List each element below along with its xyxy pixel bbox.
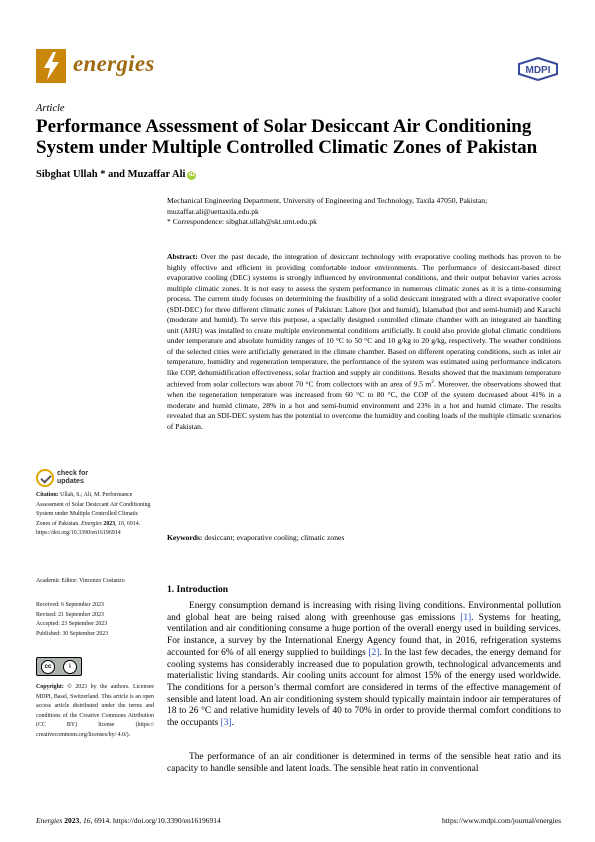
copyright-label: Copyright: (36, 684, 64, 690)
intro-paragraph-2: The performance of an air conditioner is determined in terms of the sensible heat ratio and its capacity to handle sensible and latent loads. The sensible heat ratio in conventional (167, 752, 561, 774)
check-updates-line2: updates (57, 478, 84, 485)
check-updates-line1: check for (57, 470, 89, 477)
citation-journal: Energies (81, 520, 102, 527)
keywords-label: Keywords: (167, 533, 203, 542)
lightning-icon (36, 49, 66, 83)
citation-block: Citation: Ullah, S.; Ali, M. Performance Assessment of Solar Desiccant Air Conditioning System under Multiple Controlled Climatic Zones of Pakistan. Energies 2023, 16, 6914. https://doi.org/10.3390/en16196914 (36, 492, 151, 536)
intro-text-d: . (231, 718, 234, 729)
author-names: Sibghat Ullah * and Muzaffar Ali (36, 169, 186, 180)
paper-title: Performance Assessment of Solar Desiccant Air Conditioning System under Multiple Controlled Climatic Zones of Pakistan (36, 116, 538, 158)
footer-year: 2023 (64, 816, 80, 825)
journal-logo (36, 49, 66, 83)
abstract-label: Abstract: (167, 252, 198, 261)
citation-label: Citation: (36, 492, 59, 498)
citation-link-1[interactable]: [1] (460, 612, 472, 623)
intro-paragraph-1 (167, 601, 561, 730)
footer-journal-url[interactable]: https://www.mdpi.com/journal/energies (442, 816, 561, 825)
check-for-updates-badge[interactable] (36, 469, 126, 491)
citation-doi[interactable]: , 6914. https://doi.org/10.3390/en16196914 (36, 520, 141, 536)
correspondence: * Correspondence: sibghat.ullah@skt.umt.edu.pk (167, 217, 317, 226)
mdpi-logo-icon (517, 57, 559, 81)
abstract-superscript: 2 (431, 380, 434, 385)
intro-text-b: . Systems for heating, ventilation and air conditioning consume a huge portion of the overall energy used in building services. For instance, a survey by the International Energy Agency found that, in 2016, refrigeration systems accounted for 6% of all energy supplied to buildings (167, 612, 561, 658)
attribution-icon: i (63, 660, 77, 674)
publisher-logo[interactable] (517, 57, 559, 81)
intro-text-a: Energy consumption demand is increasing with rising living conditions. Environmental pollution and global heat are being raised along with greenhouse gas emissions (167, 601, 561, 623)
check-updates-text (57, 470, 88, 486)
keywords (167, 533, 561, 542)
journal-name[interactable]: energies (73, 51, 155, 76)
footer-journal: Energies (36, 816, 63, 825)
citation-link-3[interactable]: [3] (220, 718, 232, 729)
copyright-block (36, 683, 154, 740)
author-list (36, 169, 196, 180)
abstract (167, 252, 561, 432)
cc-by-license-badge[interactable] (36, 657, 82, 676)
copyright-text: © 2023 by the authors. Licensee MDPI, Basel, Switzerland. This article is an open access article distributed under the terms and conditions of the Creative Commons Attribution (CC BY) license (https:// creativecommons.org/licenses/by/ 4.0/). (36, 684, 154, 738)
checkmark-icon (36, 469, 54, 487)
date-accepted: Accepted: 23 September 2023 (36, 621, 108, 627)
citation-volume: 16 (118, 520, 125, 527)
footer-volume: 16 (83, 816, 91, 825)
intro-text-c: . In the last few decades, the energy demand for cooling systems has considerably increased due to population growth, technological advancements and materialistic living standards. Air cooling units account for almost 15% of the energy used worldwide. The conditions for a person’s thermal comfort are considered in terms of the effective management of sensible and latent load. An air conditioning system should typically maintain indoor air temperatures of 18 to 26 °C and relative humidity levels of 40 to 70% in order to provide thermal comfort conditions to the occupants (167, 647, 561, 729)
svg-text:MDPI: MDPI (525, 65, 551, 76)
affiliation: Mechanical Engineering Department, University of Engineering and Technology, Taxila 47050, Pakistan; muzaffar.ali@uettaxila.edu.pk (167, 196, 488, 216)
keywords-text: desiccant; evaporative cooling; climatic zones (204, 533, 345, 542)
abstract-text-1: Over the past decade, the integration of desiccant technology with evaporative cooling methods has proven to be highly effective and efficient in providing comfortable indoor environments. The performance of desiccant-based direct evaporative cooling (DEC) systems is strongly influenced by environmental conditions, and their output behavior varies across multiple climatic zones. It is not easy to assess the system performance in numerous climatic zones as it is a time-consuming process. The current study focuses on determining the feasibility of a solid desiccant integrated with a direct evaporative cooler (SDI-DEC) for three different climatic zones of Pakistan: Lahore (hot and humid), Islamabad (hot and semi-humid) and Karachi (moderate and humid). To serve this purpose, a specially designed controlled climate chamber with an integrated air handling unit (AHU) was installed to create multiple environmental conditions artificially. It could also provide global climatic conditions under temperature and absolute humidity ranges of 10 °C to 50 °C and 10 g/kg to 20 g/kg, respectively. The weather conditions of the selected cities were artificially generated in the climate chamber. Based on different operating conditions, such as inlet air temperature, humidity and regeneration temperature, the performance of the system was estimated using performance indicators like COP, dehumidification effectiveness, solar fraction and supply air conditions. Results showed that the maximum temperature achieved from solar collectors was about 70 °C from collectors with an area of 9.5 m (167, 252, 561, 389)
date-published: Published: 30 September 2023 (36, 630, 109, 637)
citation-link-2[interactable]: [2] (368, 647, 380, 658)
section-heading: 1. Introduction (167, 585, 229, 595)
footer-doi[interactable]: , 6914. https://doi.org/10.3390/en16196914 (90, 816, 221, 825)
cc-icon: cc (41, 660, 55, 674)
dates-block (36, 601, 154, 639)
abstract-text-2: . Moreover, the observations showed that when the regeneration temperature was increased from 60 °C to 80 °C, the COP of the system decreased about 41% in a moderate and humid climate, 28% in a hot and semi-humid environment and 23% in a hot and humid climate. The results revealed that an SDI-DEC system has the potential to overcome the humidity and cooling loads of the multiple climatic scenarios of Pakistan. (167, 379, 561, 431)
academic-editor: Academic Editor: Vincenzo Costanzo (36, 578, 125, 584)
orcid-icon[interactable]: iD (188, 172, 195, 178)
date-revised: Revised: 21 September 2023 (36, 611, 104, 618)
citation-year: 2023 (103, 520, 116, 527)
date-received: Received: 6 September 2023 (36, 602, 104, 608)
article-type: Article (36, 103, 65, 114)
citation-text: Ullah, S.; Ali, M. Performance Assessment of Solar Desiccant Air Conditioning System under Multiple Controlled Climatic Zones of Pakistan. (36, 492, 151, 527)
footer-citation: Energies 2023, 16, 6914. https://doi.org/10.3390/en16196914 (36, 816, 221, 825)
